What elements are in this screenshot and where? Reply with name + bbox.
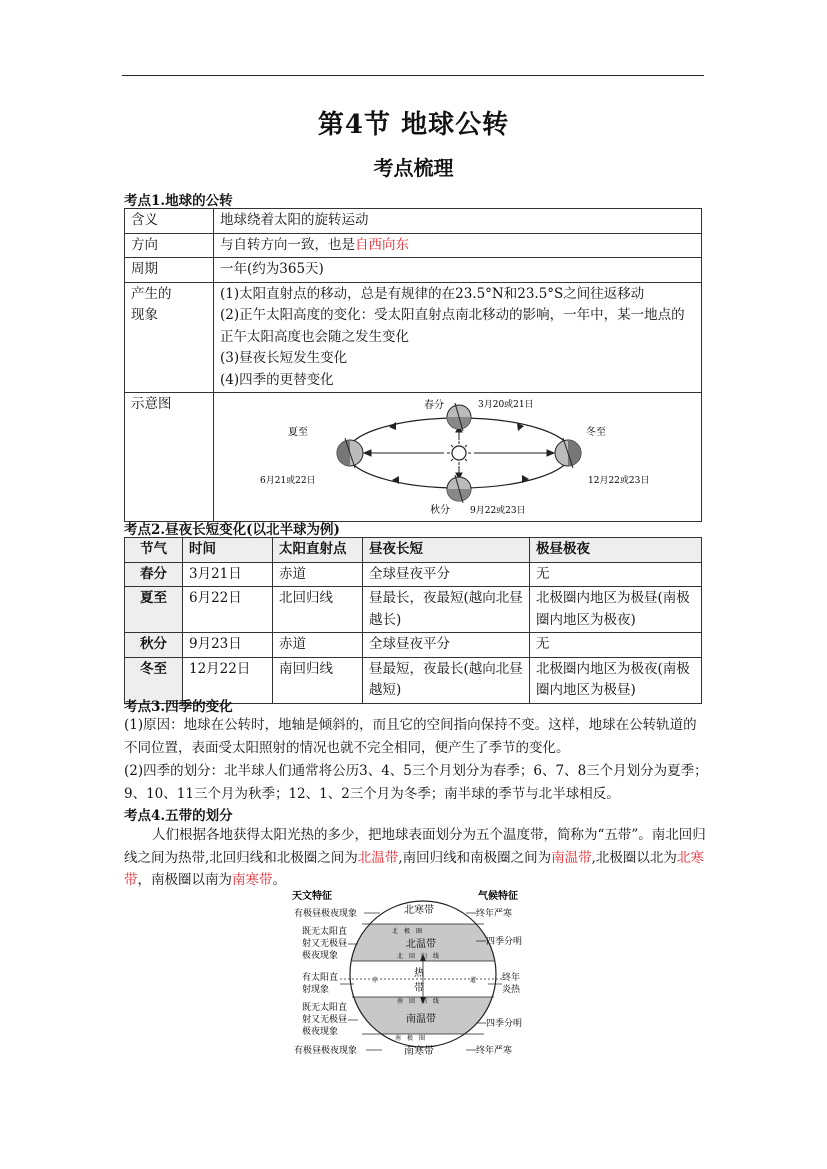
seasons-division: (2)四季的划分：北半球人们通常将公历3、4、5三个月划分为春季；6、7、8三个月划分为夏季；9、10、11三个月为秋季；12、1、2三个月为冬季；南半球的季节与北半球相反。 — [124, 763, 708, 802]
label: 有太阳直 — [302, 973, 339, 983]
cell: 昼最长，夜最短(越向北昼越长) — [363, 587, 530, 633]
label: 终年 — [502, 973, 521, 983]
cell: 6月22日 — [183, 587, 273, 633]
cell: 全球昼夜平分 — [363, 633, 530, 658]
sun-icon — [447, 441, 471, 465]
row-value — [214, 282, 702, 393]
label: 有极昼极夜现象 — [294, 909, 358, 919]
text-run: 。 — [272, 872, 286, 888]
five-zones-diagram — [280, 888, 540, 1060]
left-title: 天文特征 — [292, 891, 332, 902]
line-arctic-circle: 北 极 圈 — [392, 928, 423, 935]
revolution-table — [124, 208, 702, 522]
cell: 全球昼夜平分 — [363, 562, 530, 587]
table-row — [125, 233, 702, 258]
diagram-cell — [214, 393, 702, 522]
column-header: 节气 — [125, 538, 183, 563]
zone-north-temperate: 北温带 — [406, 939, 436, 950]
label: 既无太阳直 — [302, 927, 348, 937]
direction-text: 与自转方向一致，也是 — [220, 236, 355, 253]
table-row — [125, 209, 702, 234]
orbit-arrow-icon — [392, 476, 399, 484]
table-header-row — [125, 538, 702, 563]
text-run: ,南回归线和南极圈之间为 — [398, 849, 552, 866]
equator-right: 道 — [470, 977, 477, 984]
highlight-south-temperate: 南温带 — [551, 849, 592, 866]
section-1-heading: 考点1.地球的公转 — [124, 193, 233, 209]
column-header: 极昼极夜 — [530, 538, 702, 563]
label-winter: 冬至 — [586, 427, 606, 438]
label: 射现象 — [302, 985, 330, 995]
highlight-north-frigid: 北寒带 — [124, 849, 704, 888]
cell: 北极圈内地区为极夜(南极圈内地区为极昼) — [530, 657, 702, 703]
cell: 9月23日 — [183, 633, 273, 658]
label: 终年严寒 — [476, 1046, 513, 1056]
line-tropic-capricorn: 南 回 归 线 — [397, 998, 440, 1005]
text-run: ,北极圈以北为 — [591, 849, 677, 866]
equator-left: 赤 — [372, 977, 379, 984]
page-title: 第4节 地球公转 — [317, 110, 510, 140]
label-summer: 夏至 — [288, 427, 308, 438]
column-header: 昼夜长短 — [363, 538, 530, 563]
label: 四季分明 — [486, 1019, 523, 1029]
section-4-heading: 考点4.五带的划分 — [124, 808, 233, 824]
text-run: ，南极圈以南为 — [137, 872, 232, 888]
label: 终年严寒 — [476, 909, 513, 919]
label: 有极昼极夜现象 — [294, 1046, 358, 1056]
cell: 夏至 — [125, 587, 183, 633]
zones-paragraph — [124, 824, 710, 892]
header-rule — [122, 75, 704, 76]
phenomenon-2: (2)正午太阳高度的变化：受太阳直射点南北移动的影响，一年中，某一地点的正午太阳高度也会随之发生变化 — [220, 307, 685, 345]
left-labels — [294, 907, 357, 1056]
highlight-north-temperate: 北温带 — [357, 849, 399, 866]
cell: 12月22日 — [183, 657, 273, 703]
zone-south-temperate: 南温带 — [406, 1014, 436, 1025]
cell: 赤道 — [273, 562, 363, 587]
label-line: 现象 — [131, 307, 158, 323]
cell: 南回归线 — [273, 657, 363, 703]
row-label: 示意图 — [125, 393, 214, 522]
label-autumn-date: 9月22或23日 — [470, 506, 526, 516]
column-header: 时间 — [183, 538, 273, 563]
table-row — [125, 258, 702, 283]
column-header: 太阳直射点 — [273, 538, 363, 563]
row-label: 周期 — [125, 258, 214, 283]
row-value: 地球绕着太阳的旋转运动 — [214, 209, 702, 234]
cell: 赤道 — [273, 633, 363, 658]
line-antarctic-circle: 南 极 圈 — [395, 1035, 426, 1042]
table-row — [125, 282, 702, 393]
label-line: 产生的 — [131, 285, 172, 302]
zone-north-cold: 北寒带 — [404, 905, 434, 916]
table-row — [125, 562, 702, 587]
phenomenon-1: (1)太阳直射点的移动，总是有规律的在23.5°N和23.5°S之间往返移动 — [220, 285, 645, 302]
highlight-south-frigid: 南寒带 — [232, 872, 273, 888]
label: 射又无极昼 — [302, 939, 348, 949]
earth-autumn-icon — [447, 475, 471, 503]
label: 极夜现象 — [302, 1027, 339, 1037]
table-row — [125, 633, 702, 658]
cell: 无 — [530, 633, 702, 658]
zone-tropic-1: 热 — [414, 968, 424, 979]
table-row — [125, 587, 702, 633]
row-label — [125, 282, 214, 393]
cell: 3月21日 — [183, 562, 273, 587]
direction-highlight: 自西向东 — [355, 236, 409, 253]
right-title: 气候特征 — [478, 891, 518, 902]
label-autumn: 秋分 — [430, 505, 450, 516]
cell: 冬至 — [125, 657, 183, 703]
label-spring-date: 3月20或21日 — [478, 400, 534, 410]
text-run: 人们根据各地获得太阳光热的多少，把地球表面划分为五个温度带，简称为“五带”。南北回归线之间为热带,北回归线和北极圈之间为 — [124, 827, 706, 866]
cell: 秋分 — [125, 633, 183, 658]
label-summer-date: 6月21或22日 — [260, 476, 316, 486]
label: 炎热 — [502, 985, 521, 995]
phenomenon-3: (3)昼夜长短发生变化 — [220, 350, 348, 366]
earth-spring-icon — [447, 403, 471, 431]
line-tropic-cancer: 北 回 归 线 — [397, 953, 440, 960]
label-spring: 春分 — [424, 400, 444, 411]
cell: 昼最短，夜最长(越向北昼越短) — [363, 657, 530, 703]
label: 极夜现象 — [302, 951, 339, 961]
zone-south-cold: 南寒带 — [404, 1046, 434, 1057]
page-subtitle: 考点梳理 — [373, 156, 454, 180]
label: 射又无极昼 — [302, 1015, 348, 1025]
label-winter-date: 12月22或23日 — [588, 476, 650, 486]
zone-tropic-2: 带 — [414, 983, 424, 994]
cell: 春分 — [125, 562, 183, 587]
row-label: 含义 — [125, 209, 214, 234]
phenomenon-4: (4)四季的更替变化 — [220, 371, 334, 388]
cell: 北回归线 — [273, 587, 363, 633]
row-label: 方向 — [125, 233, 214, 258]
seasons-cause: (1)原因：地球在公转时，地轴是倾斜的，而且它的空间指向保持不变。这样，地球在公转轨道的不同位置，表面受太阳照射的情况也就不完全相同，便产生了季节的变化。 — [124, 717, 697, 756]
row-value — [214, 233, 702, 258]
earth-summer-icon — [337, 438, 363, 468]
earth-winter-icon — [555, 438, 581, 468]
orbit-diagram — [224, 395, 694, 519]
row-value: 一年(约为365天) — [214, 258, 702, 283]
label: 既无太阳直 — [302, 1003, 348, 1013]
cell: 无 — [530, 562, 702, 587]
section-2-heading: 考点2.昼夜长短变化(以北半球为例) — [124, 522, 340, 538]
section-3-heading: 考点3.四季的变化 — [124, 699, 233, 715]
daylength-table — [124, 537, 702, 704]
table-row — [125, 393, 702, 522]
label: 四季分明 — [486, 937, 523, 947]
cell: 北极圈内地区为极昼(南极圈内地区为极夜) — [530, 587, 702, 633]
